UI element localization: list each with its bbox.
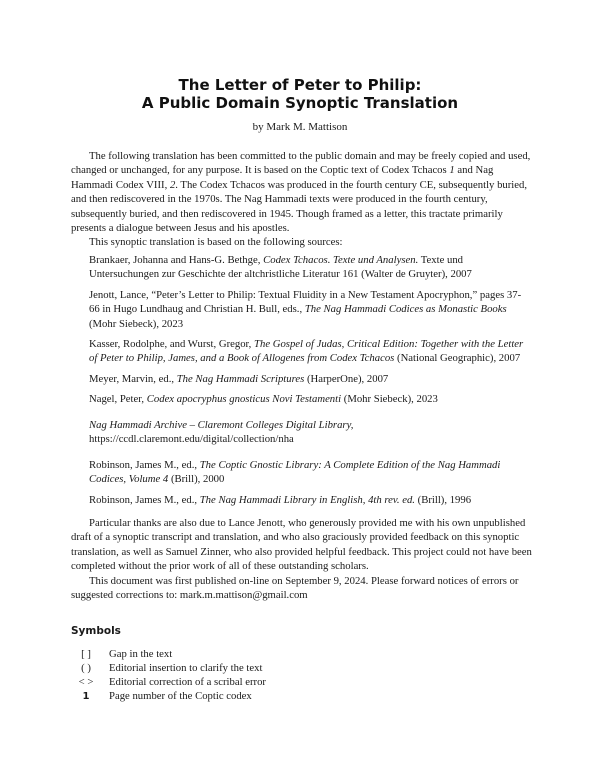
- symbol-mark: [ ]: [81, 648, 91, 660]
- symbol-description: Editorial insertion to clarify the text: [109, 662, 263, 674]
- source-entry: Kasser, Rodolphe, and Wurst, Gregor, The Gospel of Judas, Critical Edition: Together with the Letter of Peter to Philip, James, and a Book of Allogenes from Codex Tchacos (National Geographic), 2007: [89, 338, 524, 365]
- source-entry: Robinson, James M., ed., The Coptic Gnostic Library: A Complete Edition of the Nag Hammadi Codices, Volume 4 (Brill), 2000: [89, 459, 501, 486]
- thanks-paragraph: Particular thanks are also due to Lance Jenott, who generously provided me with his own unpublished draft of a synoptic transcript and translation, and who also graciously provided feedback on this synoptic translation, as well as Samuel Zinner, who also provided helpful feedback. This project could not have been completed without the prior work of all of these outstanding scholars.: [71, 517, 532, 573]
- title-line-1: The Letter of Peter to Philip:: [178, 76, 422, 94]
- symbols-heading: Symbols: [71, 625, 121, 637]
- intro-paragraph: The following translation has been committed to the public domain and may be freely copied and used, changed or unchanged, for any purpose. It is based on the Coptic text of Codex Tchacos 1 and Nag Hammadi Codex VIII, 2. The Codex Tchacos was produced in the fourth century CE, subsequently buried, and then rediscovered in the 1970s. The Nag Hammadi texts were produced in the fourth century, subsequently buried, and then rediscovered in 1945. Though framed as a letter, this tractate primarily presents a dialogue between Jesus and his apostles.: [71, 150, 531, 235]
- intro-section: [71, 149, 533, 250]
- symbol-mark: 1: [82, 691, 90, 702]
- archive-link[interactable]: https://ccdl.claremont.edu/digital/collection/nha: [89, 433, 294, 446]
- source-entry: Brankaer, Johanna and Hans-G. Bethge, Codex Tchacos. Texte und Analysen. Texte und Untersuchungen zur Geschichte der altchristliche Literatur 161 (Walter de Gruyter), 2007: [89, 254, 472, 281]
- sources-intro: This synoptic translation is based on the following sources:: [89, 236, 343, 249]
- title-line-2: A Public Domain Synoptic Translation: [141, 94, 459, 112]
- acknowledgements: [71, 516, 533, 602]
- symbol-description: Gap in the text: [109, 648, 173, 660]
- source-entry: Nag Hammadi Archive – Claremont Colleges Digital Library, https://ccdl.claremont.edu/digital/collection/nha: [89, 419, 354, 446]
- byline: by Mark M. Mattison: [252, 121, 348, 133]
- source-entry: Nagel, Peter, Codex apocryphus gnosticus Novi Testamenti (Mohr Siebeck), 2023: [89, 393, 438, 405]
- source-entry: Meyer, Marvin, ed., The Nag Hammadi Scriptures (HarperOne), 2007: [89, 373, 389, 385]
- publication-note: This document was first published on-line on September 9, 2024. Please forward notices of errors or suggested corrections to: mark.m.mattison@gmail.com: [71, 574, 519, 602]
- symbol-description: Page number of the Coptic codex: [109, 690, 252, 702]
- symbol-mark: ( ): [81, 662, 91, 674]
- source-entry: Jenott, Lance, “Peter’s Letter to Philip: Textual Fluidity in a New Testament Apocryphon,” pages 37-66 in Hugo Lundhaug and Christian H. Bull, eds., The Nag Hammadi Codices as Monastic Books (Mohr Siebeck), 2023: [89, 289, 522, 330]
- source-entry: Robinson, James M., ed., The Nag Hammadi Library in English, 4th rev. ed. (Brill), 1996: [89, 494, 472, 506]
- symbol-mark: < >: [78, 676, 94, 688]
- symbol-description: Editorial correction of a scribal error: [109, 676, 266, 688]
